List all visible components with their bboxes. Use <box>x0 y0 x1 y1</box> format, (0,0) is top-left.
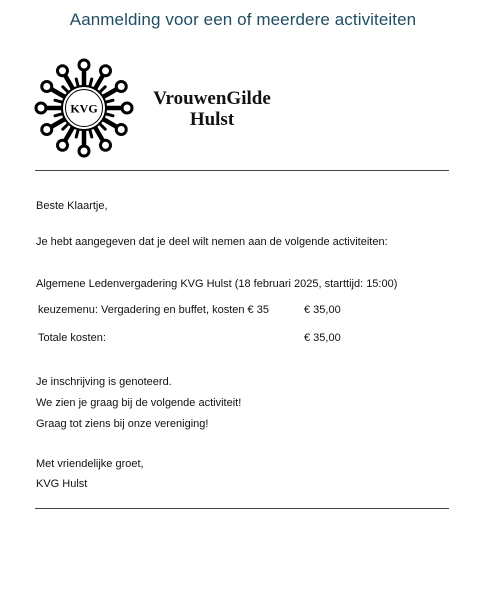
menu-choice-amount: € 35,00 <box>304 304 341 316</box>
organization-name <box>142 88 282 130</box>
emblem-spike <box>76 79 78 87</box>
kvg-sun-emblem-icon <box>34 58 134 158</box>
emblem-ray <box>103 119 117 127</box>
emblem-spike <box>63 87 69 93</box>
emblem-ray <box>65 127 73 141</box>
emblem-ray-ring <box>122 103 132 113</box>
page-title: Aanmelding voor een of meerdere activiteiten <box>69 10 417 29</box>
organization-name-line2: Hulst <box>189 109 235 130</box>
closing-line-1: Je inschrijving is genoteerd. <box>36 376 172 388</box>
emblem-spike <box>90 129 92 137</box>
closing-line-3: Graag tot ziens bij onze vereniging! <box>36 418 209 430</box>
activity-title: Algemene Ledenvergadering KVG Hulst (18 februari 2025, starttijd: 15:00) <box>36 278 398 290</box>
emblem-spike <box>105 100 113 102</box>
emblem-ray <box>65 75 73 89</box>
emblem-spike <box>100 87 106 93</box>
emblem-ray-ring <box>101 140 111 150</box>
emblem-ray-ring <box>101 66 111 76</box>
emblem-spike <box>90 79 92 87</box>
emblem-ray <box>95 127 103 141</box>
closing-line-2: We zien je graag bij de volgende activiteit! <box>36 397 242 409</box>
emblem-ray-ring <box>79 60 89 70</box>
footer-divider <box>35 508 449 509</box>
emblem-ray-ring <box>42 82 52 92</box>
emblem-ray-ring <box>36 103 46 113</box>
emblem-ray <box>51 89 65 97</box>
emblem-ray <box>95 75 103 89</box>
emblem-spike <box>100 124 106 130</box>
header-divider <box>35 170 449 171</box>
total-amount: € 35,00 <box>304 332 341 344</box>
emblem-ray-ring <box>42 125 52 135</box>
kvg-logo <box>34 58 134 158</box>
emblem-spike <box>63 124 69 130</box>
logo-badge-text: KVG <box>70 101 98 116</box>
signature: KVG Hulst <box>36 478 88 490</box>
emblem-spike <box>55 100 63 102</box>
emblem-ray-ring <box>116 82 126 92</box>
emblem-ray-ring <box>58 66 68 76</box>
menu-choice-label: keuzemenu: Vergadering en buffet, kosten € 35 <box>38 304 269 316</box>
emblem-spike <box>76 129 78 137</box>
emblem-spike <box>105 114 113 116</box>
emblem-ray <box>51 119 65 127</box>
signoff: Met vriendelijke groet, <box>36 458 144 470</box>
emblem-ray-ring <box>79 146 89 156</box>
emblem-ray-ring <box>116 125 126 135</box>
emblem-spike <box>55 114 63 116</box>
total-label: Totale kosten: <box>38 332 106 344</box>
organization-name-line1: VrouwenGilde <box>153 88 271 109</box>
greeting: Beste Klaartje, <box>36 200 108 212</box>
intro-text: Je hebt aangegeven dat je deel wilt nemen aan de volgende activiteiten: <box>36 236 388 248</box>
emblem-ray <box>103 89 117 97</box>
emblem-ray-ring <box>58 140 68 150</box>
